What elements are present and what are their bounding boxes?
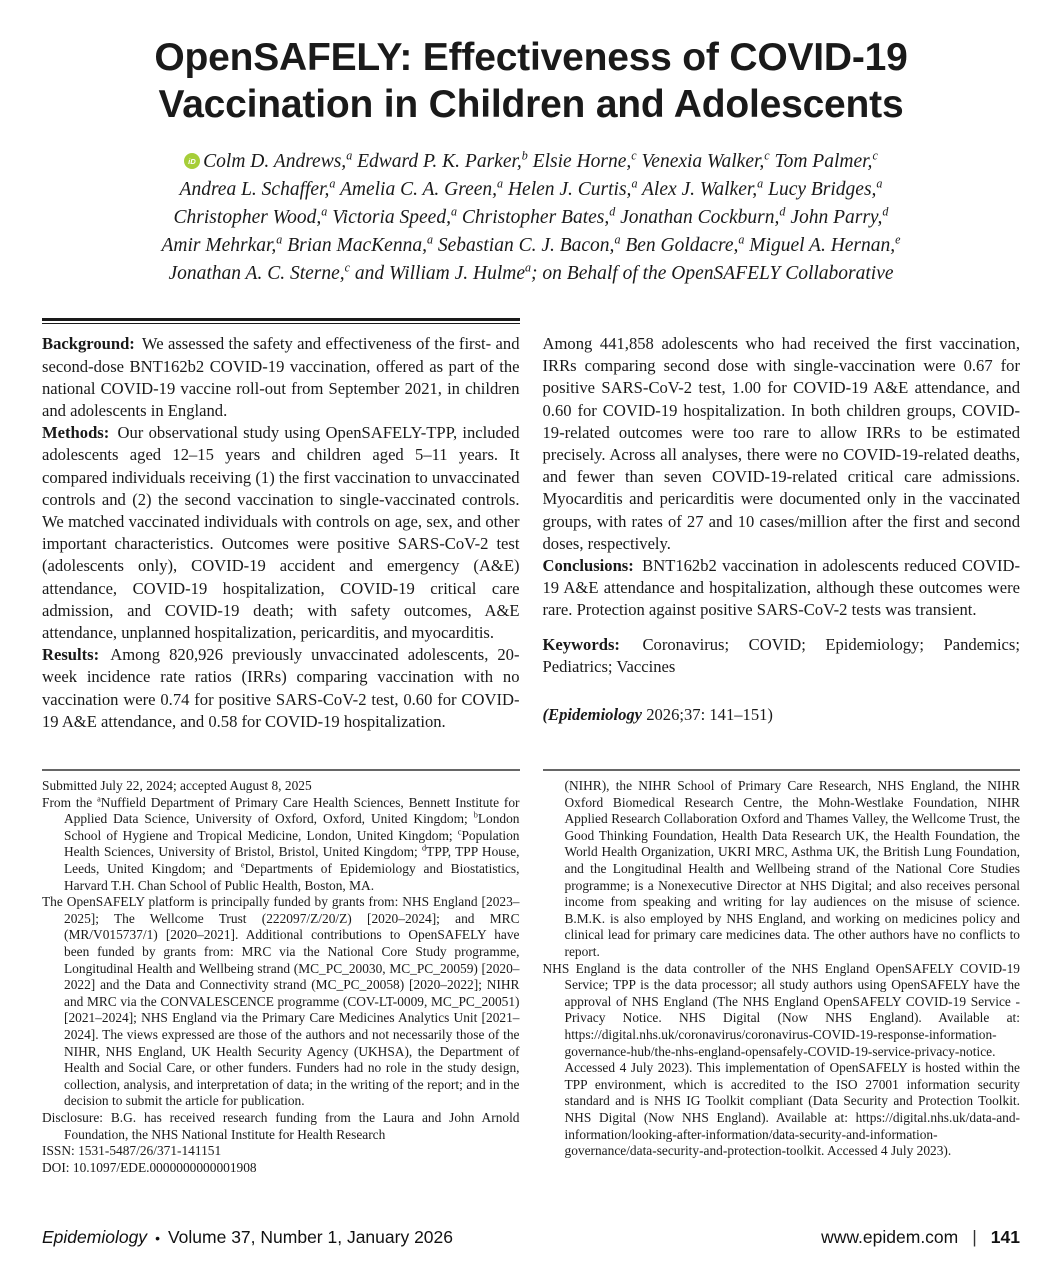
footnote-paragraph: DOI: 10.1097/EDE.0000000000001908 [42,1159,257,1175]
footnotes-left-column [42,769,520,1176]
page-footer [42,1227,1020,1248]
footer-divider: | [972,1227,977,1247]
author-line [42,260,1020,288]
author-line-text: Andrea L. Schaffer,$^a$ Amelia C. A. Green,$^a$ Helen J. Curtis,$^a$ Alex J. Walker,$^a$ Lucy Bridges,$^a$ [179,176,883,200]
footnote-list-right [543,778,1021,1160]
methods-label: Methods: [42,423,110,443]
footer-journal-info [42,1227,453,1248]
abstract-section [42,318,1020,733]
footer-page-number: 141 [990,1227,1020,1247]
footnote-rule-right [543,769,1021,771]
author-line [42,176,1020,204]
conclusions-text: BNT162b2 vaccination in adolescents reduced COVID-19 A&E attendance and hospitalization, although these outcomes were rare. Protection against positive SARS-CoV-2 tests was transient. [542,556,1020,620]
abstract-left-column [42,318,520,733]
footer-bullet-separator: • [155,1230,160,1246]
keywords-label: Keywords: [542,634,620,654]
abstract-right-column [543,318,1021,733]
results-text: Among 820,926 previously unvaccinated adolescents, 20-week incidence rate ratios (IRRs) comparing vaccination with no vaccination were 0.74 for positive SARS-CoV-2 test, 0.60 for COVID-19 A&E attendance, and 0.58 for COVID-19 hospitalization. [42,645,520,731]
keywords-text: Coronavirus; COVID; Epidemiology; Pandemics; Pediatrics; Vaccines [542,634,1020,676]
citation-journal: (Epidemiology [542,705,643,725]
footnote-rule-left [42,769,520,771]
footnote-paragraph: From the $^a$Nuffield Department of Primary Care Health Sciences, Bennett Institute for Applied Data Science, University of Oxford, Oxford, United Kingdom; $^b$London School of Hygiene and Tropical Medicine, London, United Kingdom; $^c$Population Health Sciences, University of Bristol, Bristol, United Kingdom; $^d$TPP, TPP House, Leeds, United Kingdom; and $^e$Departments of Epidemiology and Biostatistics, Harvard T.H. Chan School of Public Health, Boston, MA. [42,794,520,893]
footnote-paragraph: The OpenSAFELY platform is principally funded by grants from: NHS England [2023–2025]; The Wellcome Trust (222097/Z/20/Z) [2020–2024]; and MRC (MR/V015737/1) [2020–2021]. Additional contributions to OpenSAFELY have been funded by grants from: MRC via the National Core Study programme, Longitudinal Health and Wellbeing strand (MC_PC_20030, MC_PC_20059) [2020–2022] and the Data and Connectivity strand (MC_PC_20058) [2020–2022]; NIHR and MRC via the CONVALESCENCE programme (COV-LT-0009, MC_PC_20051) [2021–2024]; NHS England via the Primary Care Medicines Analytics Unit [2021–2024]. The views expressed are those of the authors and not necessarily those of the NIHR, NHS England, UK Health Security Agency (UKHSA), the Department of Health and Social Care, or other funders. Funders had no role in the study design, collection, analysis, and interpretation of data; in the writing of the report; and in the decision to submit the article for publication. [42,894,520,1109]
footer-issue-info: Volume 37, Number 1, January 2026 [167,1227,454,1247]
abstract-results-paragraph [42,644,520,733]
abstract-results-continued-paragraph: Among 441,858 adolescents who had received the first vaccination, IRRs comparing second dose with single-vaccination were 0.67 for positive SARS-CoV-2 test, 1.00 for COVID-19 A&E attendance, and 0.60 for COVID-19 hospitalization. In both children groups, COVID-19-related outcomes were too rare to allow IRRs to be estimated precisely. Across all analyses, there were no COVID-19-related deaths, and fewer than seven COVID-19-related critical care admissions. Myocarditis and pericarditis were documented only in the vaccinated groups, with rates of 27 and 10 cases/million after the first and second doses, respectively. [542,334,1020,553]
methods-text: Our observational study using OpenSAFELY-TPP, included adolescents aged 12–15 years and children aged 5–11 years. It compared individuals receiving (1) the first vaccination to unvaccinated controls and (2) the second vaccination to single-vaccinated controls. We matched vaccinated individuals with controls on age, sex, and other important characteristics. Outcomes were positive SARS-CoV-2 test (adolescents only), COVID-19 accident and emergency (A&E) attendance, COVID-19 hospitalization, COVID-19 critical care admission, and COVID-19 death; with safety outcomes, A&E attendance, unplanned hospitalization, pericarditis, and myocarditis. [42,423,520,643]
footnote-paragraph: NHS England is the data controller of the NHS England OpenSAFELY COVID-19 Service; TPP is the data processor; all study authors using OpenSAFELY have the approval of NHS England (The NHS England OpenSAFELY COVID-19 Service - Privacy Notice. NHS Digital (Now NHS England). Available at: https://digital.nhs.uk/coronavirus/coronavirus-COVID-19-response-information-governance-hub/the-nhs-england-opensafely-COVID-19-service-privacy-notice. Accessed 4 July 2023). This implementation of OpenSAFELY is hosted within the TPP environment, which is accredited to the ISO 27001 information security standard and is NHS IG Toolkit compliant (Data Security and Protection Toolkit. NHS Digital (Now NHS England). Available at: https://digital.nhs.uk/data-and-information/looking-after-information/data-security-and-information-governance/data-security-and-protection-toolkit. Accessed 4 July 2023). [542,960,1020,1159]
background-text: We assessed the safety and effectiveness of the first- and second-dose BNT162b2 COVID-19 vaccination, offered as part of the national COVID-19 vaccine roll-out from September 2021, in children and adolescents in England. [42,334,520,420]
footer-website: www.epidem.com [821,1227,959,1247]
footer-journal-name: Epidemiology [42,1227,148,1247]
keywords-paragraph [543,634,1021,678]
author-line-text: Amir Mehrkar,$^a$ Brian MacKenna,$^a$ Sebastian C. J. Bacon,$^a$ Ben Goldacre,$^a$ Miguel A. Hernan,$^e$ [161,232,901,256]
footnote-paragraph: Submitted July 22, 2024; accepted August 8, 2025 [42,778,312,794]
conclusions-label: Conclusions: [542,556,634,576]
author-line-text: Christopher Wood,$^a$ Victoria Speed,$^a$ Christopher Bates,$^d$ Jonathan Cockburn,$^d$ John Parry,$^d$ [173,204,889,228]
abstract-top-rule [42,318,520,324]
abstract-methods-paragraph [42,422,520,644]
orcid-icon[interactable] [184,148,200,176]
author-line [42,204,1020,232]
footnotes-section [42,769,1020,1176]
footer-page-info [821,1227,1020,1248]
abstract-conclusions-paragraph [543,555,1021,622]
footnotes-right-column [543,769,1021,1176]
author-line [42,148,1020,176]
footnote-paragraph: Disclosure: B.G. has received research funding from the Laura and John Arnold Foundation, the NHS National Institute for Health Research [42,1109,520,1142]
footnote-list-left [42,778,520,1176]
citation-line [543,704,1021,726]
author-line-text: Colm D. Andrews,$^a$ Edward P. K. Parker,$^b$ Elsie Horne,$^c$ Venexia Walker,$^c$ Tom Palmer,$^c$ [203,148,878,172]
author-line [42,232,1020,260]
citation-volume-pages: 2026;37: 141–151) [642,705,773,725]
footnote-paragraph: (NIHR), the NIHR School of Primary Care Research, NHS England, the NIHR Oxford Biomedical Research Centre, the Mohn-Westlake Foundation, NIHR Applied Research Collaboration Oxford and Thames Valley, the Wellcome Trust, the Good Thinking Foundation, Health Data Research UK, the Health Foundation, the World Health Organization, UKRI MRC, Asthma UK, the British Lung Foundation, and the Longitudinal Health and Wellbeing strand of the National Core Studies programme; is a Nonexecutive Director at NHS Digital; and also receives personal income from speaking and writing for lay audiences on the misuse of science. B.M.K. is also employed by NHS England, and working on medicines policy and clinical lead for primary care medicines data. The other authors have no conflicts to report. [564,778,1020,959]
svg-text:iD: iD [188,157,196,166]
author-line-text: Jonathan A. C. Sterne,$^c$ and William J. Hulme$^a$; on Behalf of the OpenSAFELY Collaborative [168,260,894,284]
author-list [42,148,1020,288]
background-label: Background: [42,334,135,354]
footnote-paragraph: ISSN: 1531-5487/26/371-141151 [42,1143,222,1159]
article-title: OpenSAFELY: Effectiveness of COVID-19 Vaccination in Children and Adolescents [154,36,908,126]
results-label: Results: [42,645,100,665]
abstract-background-paragraph [42,333,520,422]
